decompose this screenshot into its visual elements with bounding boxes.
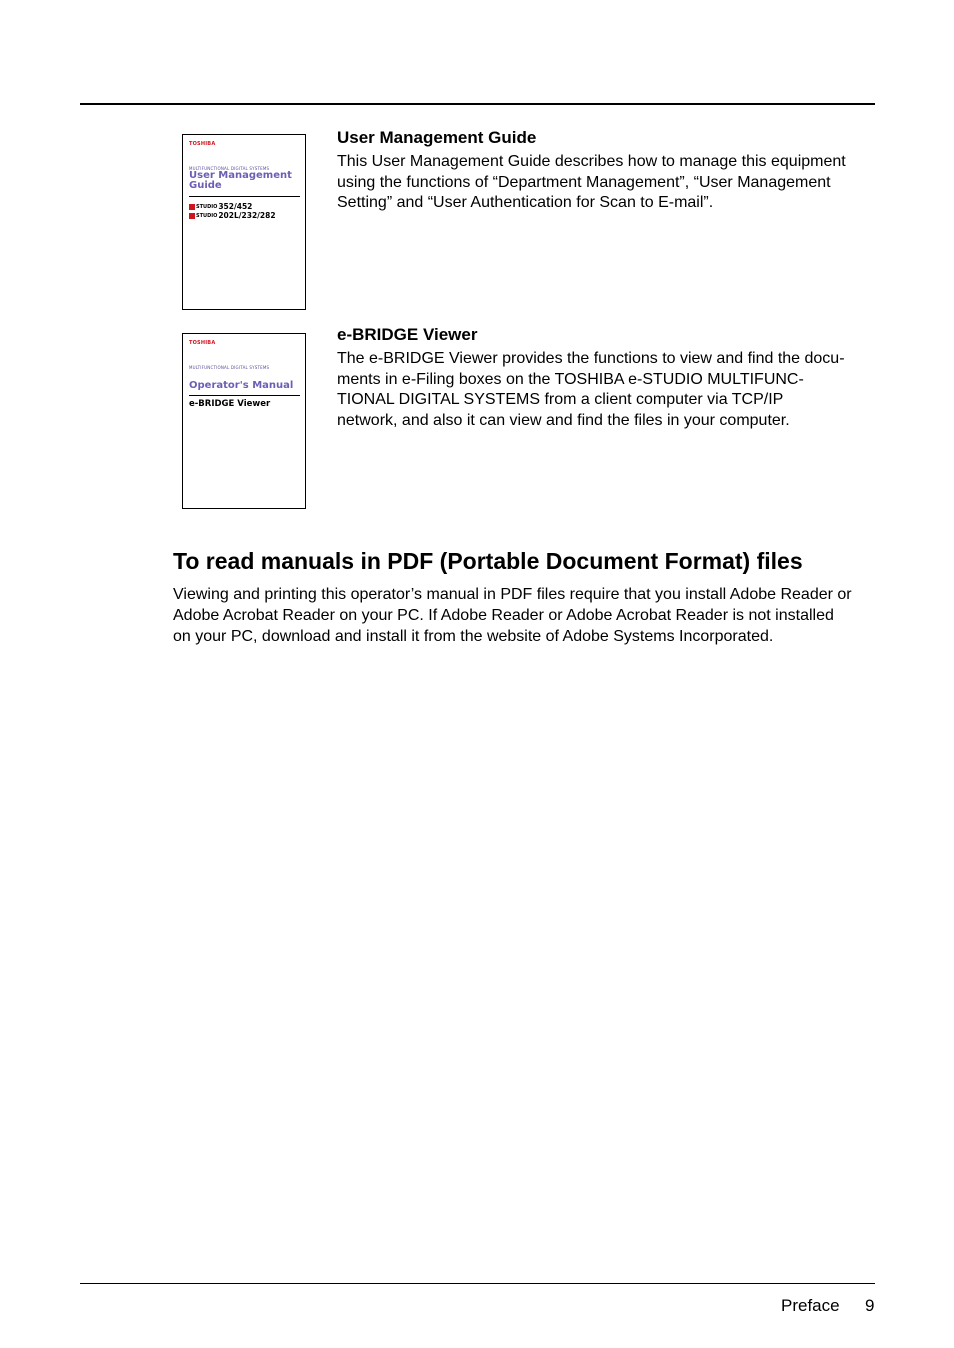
description-line: network, and also it can view and find the files in your computer. <box>337 411 790 429</box>
section-paragraph <box>173 585 878 647</box>
cover-subtitle: e-BRIDGE Viewer <box>189 399 271 409</box>
cover-brand-logo: TOSHIBA <box>189 340 216 346</box>
cover-title: Operator's Manual <box>189 380 294 391</box>
description-line: using the functions of “Department Management”, “User Management <box>337 173 831 191</box>
cover-model-studio: STUDIO <box>196 212 218 219</box>
footer-rule <box>80 1283 875 1284</box>
header-rule <box>80 103 875 105</box>
user-management-guide-cover-image <box>182 134 306 310</box>
cover-series-label: MULTIFUNCTIONAL DIGITAL SYSTEMS <box>189 166 270 171</box>
cover-divider <box>189 196 300 197</box>
description-line: ments in e-Filing boxes on the TOSHIBA e-STUDIO MULTIFUNC- <box>337 370 804 388</box>
footer-section-name: Preface <box>781 1296 840 1315</box>
cover-title: User Management Guide <box>189 170 292 191</box>
e-bridge-viewer-cover-image <box>182 333 306 509</box>
description-line: The e-BRIDGE Viewer provides the functions to view and find the docu- <box>337 350 845 367</box>
user-management-guide-description <box>337 152 872 214</box>
paragraph-line: on your PC, download and install it from the website of Adobe Systems Incorporated. <box>173 627 774 645</box>
cover-series-label: MULTIFUNCTIONAL DIGITAL SYSTEMS <box>189 365 270 370</box>
cover-model-studio: STUDIO <box>196 203 218 210</box>
cover-model-number: 352/452 <box>218 202 253 211</box>
e-studio-logo-icon <box>189 204 195 210</box>
e-bridge-viewer-title: e-BRIDGE Viewer <box>337 325 478 344</box>
user-management-guide-title: User Management Guide <box>337 128 537 147</box>
paragraph-line: Viewing and printing this operator’s manual in PDF files require that you install Adobe Reader or <box>173 586 852 603</box>
cover-model-line <box>189 211 276 220</box>
section-heading: To read manuals in PDF (Portable Document Format) files <box>173 548 803 574</box>
cover-model-line <box>189 202 252 211</box>
description-line: This User Management Guide describes how to manage this equipment <box>337 153 846 170</box>
description-line: Setting” and “User Authentication for Scan to E-mail”. <box>337 194 714 211</box>
footer-page-number: 9 <box>865 1296 875 1315</box>
e-studio-logo-icon <box>189 213 195 219</box>
description-line: TIONAL DIGITAL SYSTEMS from a client computer via TCP/IP <box>337 391 784 408</box>
cover-model-number: 202L/232/282 <box>218 211 276 220</box>
cover-brand-logo: TOSHIBA <box>189 141 216 147</box>
cover-divider <box>189 395 300 396</box>
paragraph-line: Adobe Acrobat Reader on your PC. If Adobe Reader or Adobe Acrobat Reader is not installed <box>173 606 834 624</box>
e-bridge-viewer-description <box>337 349 872 431</box>
